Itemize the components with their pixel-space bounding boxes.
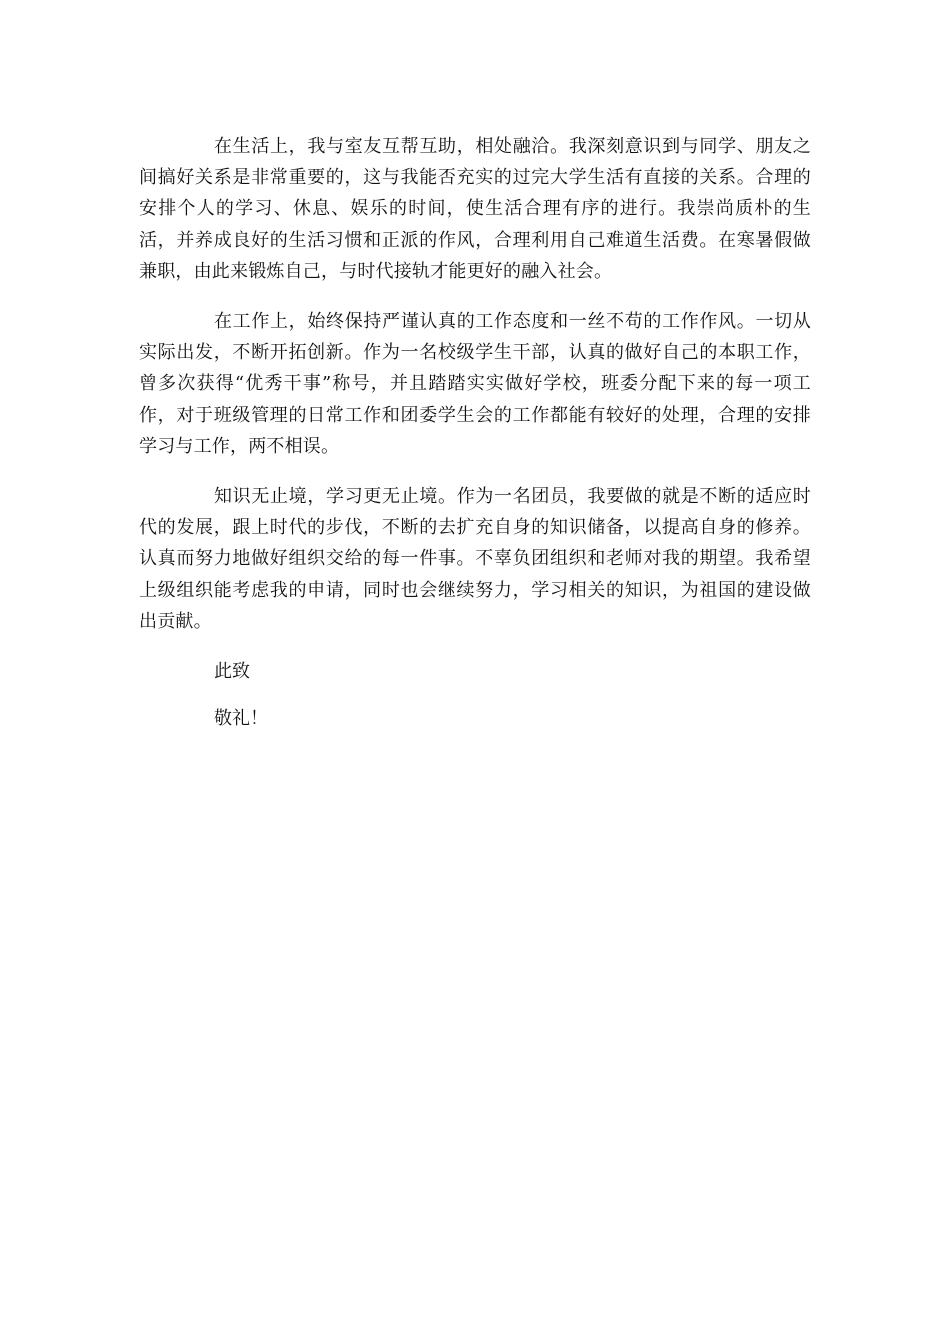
- closing-salutation: 此致: [214, 661, 250, 683]
- document-body: [139, 131, 811, 734]
- paragraph-study: 知识无止境，学习更无止境。作为一名团员，我要做的就是不断的适应时代的发展，跟上时代的步伐，不断的去扩充自身的知识储备，以提高自身的修养。认真而努力地做好组织交给的每一件事。不辜负团组织和老师对我的期望。我希望上级组织能考虑我的申请，同时也会继续努力，学习相关的知识，为祖国的建设做出贡献。: [139, 486, 811, 632]
- paragraph-life: 在生活上，我与室友互帮互助，相处融洽。我深刻意识到与同学、朋友之间搞好关系是非常重要的，这与我能否充实的过完大学生活有直接的关系。合理的安排个人的学习、休息、娱乐的时间，使生活合理有序的进行。我崇尚质朴的生活，并养成良好的生活习惯和正派的作风，合理利用自己难道生活费。在寒暑假做兼职，由此来锻炼自己，与时代接轨才能更好的融入社会。: [139, 136, 811, 282]
- closing-regards: 敬礼！: [214, 708, 268, 730]
- paragraph-work: 在工作上，始终保持严谨认真的工作态度和一丝不苟的工作作风。一切从实际出发，不断开拓创新。作为一名校级学生干部，认真的做好自己的本职工作，曾多次获得“优秀干事”称号，并且踏踏实实做好学校，班委分配下来的每一项工作，对于班级管理的日常工作和团委学生会的工作都能有较好的处理，合理的安排学习与工作，两不相误。: [139, 311, 811, 457]
